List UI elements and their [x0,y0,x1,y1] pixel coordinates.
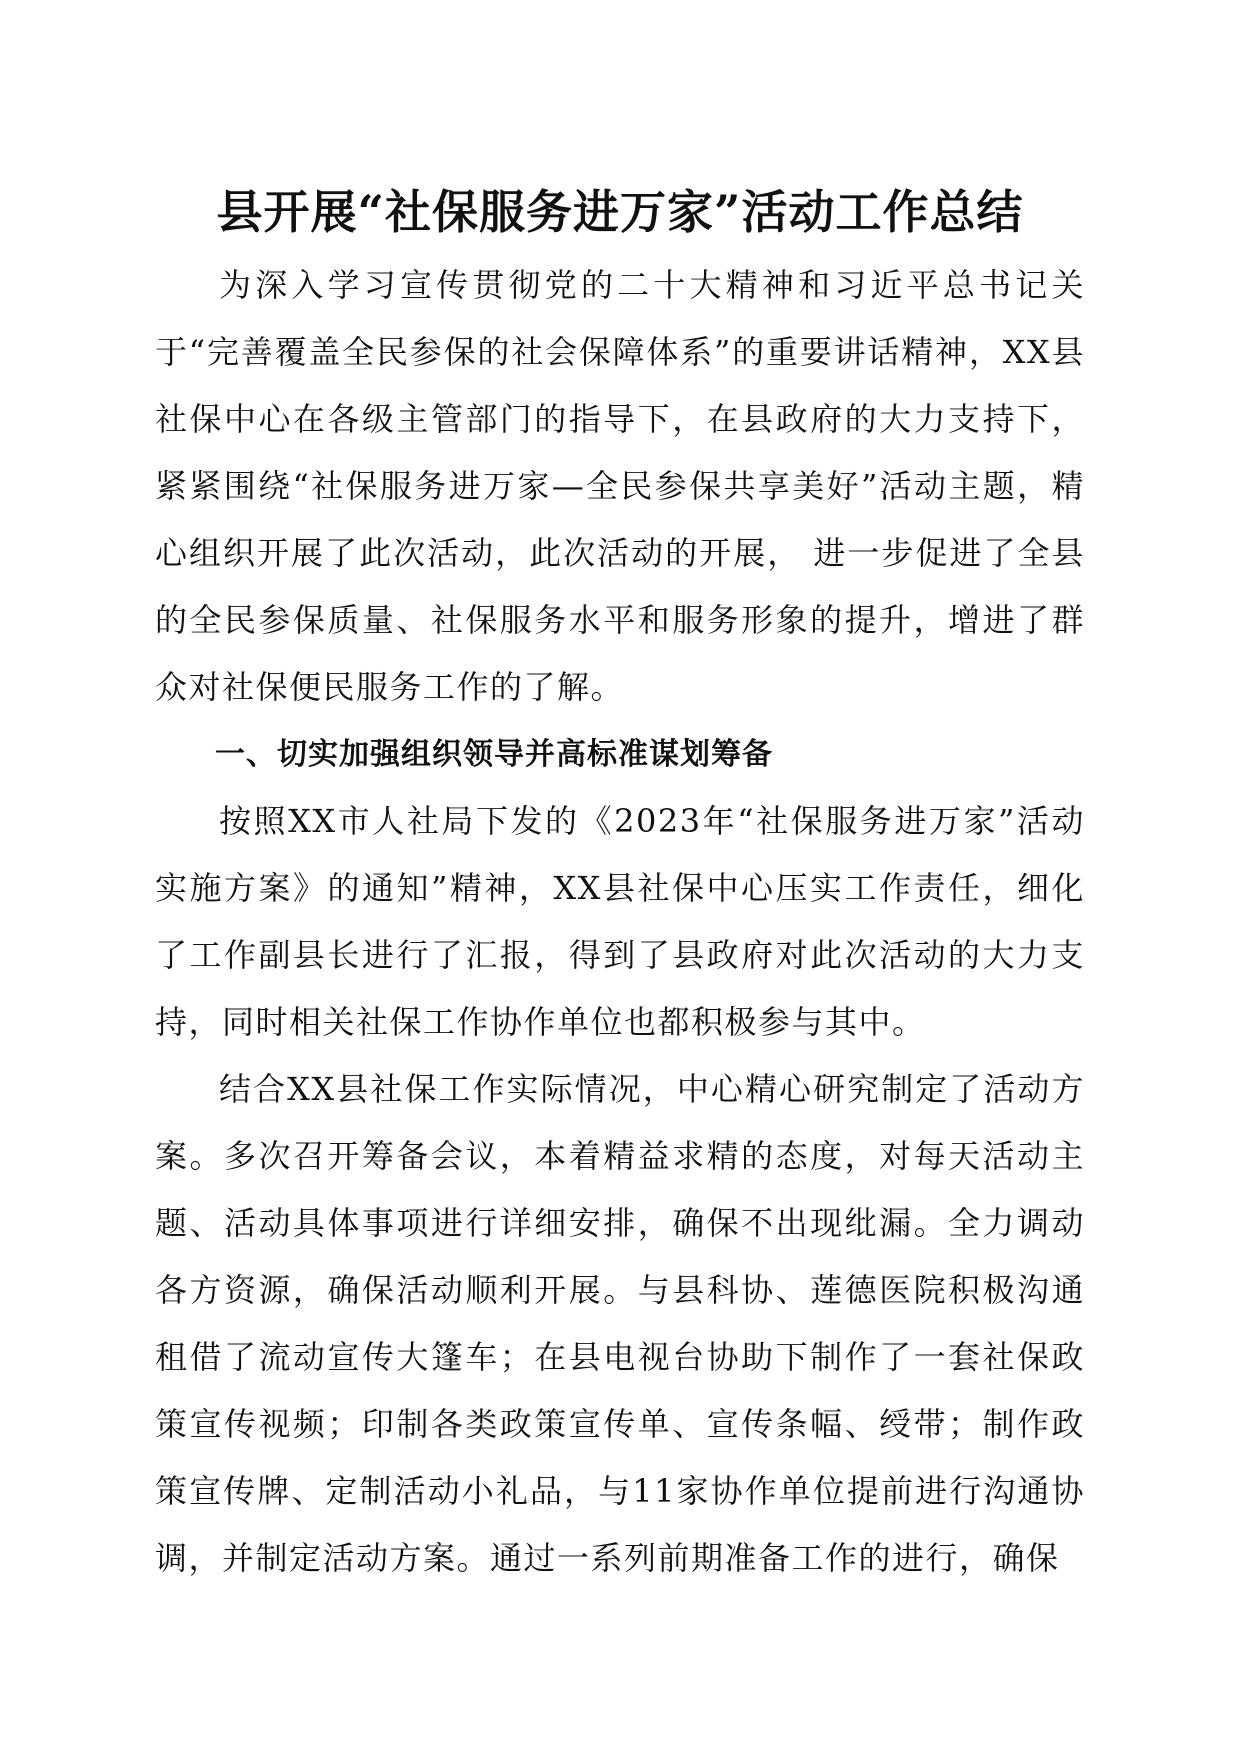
section1-paragraph-2: 结合XX县社保工作实际情况，中心精心研究制定了活动方案。多次召开筹备会议，本着精益求精的态度，对每天活动主题、活动具体事项进行详细安排，确保不出现纰漏。全力调动各方资源，确保活动顺利开展。与县科协、莲德医院积极沟通租借了流动宣传大篷车；在县电视台协助下制作了一套社保政策宣传视频；印制各类政策宣传单、宣传条幅、绶带；制作政策宣传牌、定制活动小礼品，与11家协作单位提前进行沟通协调，并制定活动方案。通过一系列前期准备工作的进行，确保 [155,1070,1085,1577]
document-title: 县开展“社保服务进万家”活动工作总结 [216,185,1024,239]
section-heading-1: 一、切实加强组织领导并高标准谋划筹备 [215,737,773,772]
section1-paragraph-1: 按照XX市人社局下发的《2023年“社保服务进万家”活动实施方案》的通知”精神，XX县社保中心压实工作责任，细化了工作副县长进行了汇报，得到了县政府对此次活动的大力支持，同时相关社保工作协作单位也都积极参与其中。 [155,802,1085,1041]
document-body [155,252,1085,1592]
intro-paragraph: 为深入学习宣传贯彻党的二十大精神和习近平总书记关于“完善覆盖全民参保的社会保障体系”的重要讲话精神，XX县社保中心在各级主管部门的指导下，在县政府的大力支持下，紧紧围绕“社保服务进万家—全民参保共享美好”活动主题，精心组织开展了此次活动，此次活动的开展， 进一步促进了全县的全民参保质量、社保服务水平和服务形象的提升，增进了群众对社保便民服务工作的了解。 [155,266,1085,706]
